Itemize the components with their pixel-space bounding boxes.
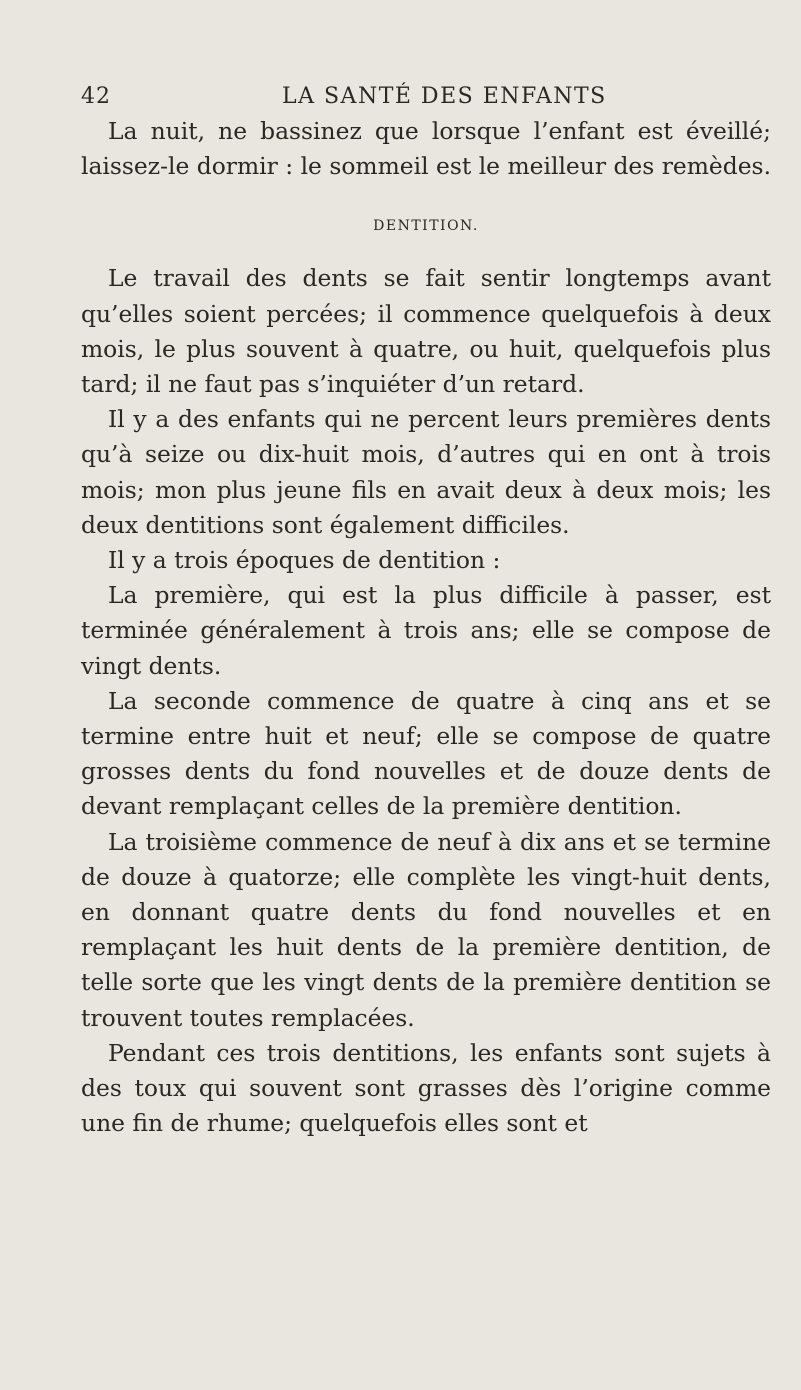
- paragraph: La seconde commence de quatre à cinq ans et se termine entre huit et neuf; elle se compose de quatre grosses dents du fond nouvelles et de douze dents de devant remplaçant celles de la première dentition.: [81, 686, 771, 821]
- body-text: [81, 114, 771, 1141]
- paragraph: Pendant ces trois dentitions, les enfants sont sujets à des toux qui souvent sont grasses dès l’origine comme une fin de rhume; quelquefois elles sont et: [81, 1038, 771, 1138]
- running-title: LA SANTÉ DES ENFANTS: [282, 84, 607, 109]
- paragraph: Le travail des dents se fait sentir longtemps avant qu’elles soient percées; il commence quelquefois à deux mois, le plus souvent à quatre, ou huit, quelquefois plus tard; il ne faut pas s’inquiéter d’un retard.: [81, 264, 771, 399]
- paragraph: Il y a trois époques de dentition :: [108, 546, 501, 575]
- paragraph: La nuit, ne bassinez que lorsque l’enfant est éveillé; laissez-le dormir : le sommeil est le meilleur des remèdes.: [81, 117, 772, 181]
- section-heading: DENTITION.: [373, 218, 479, 235]
- running-header: [81, 70, 771, 110]
- paragraph: La troisième commence de neuf à dix ans et se termine de douze à quatorze; elle complète les vingt-huit dents, en donnant quatre dents du fond nouvelles et en remplaçant les huit dents de la première dentition, de telle sorte que les vingt dents de la première dentition se trouvent toutes remplacées.: [81, 827, 771, 1032]
- paragraph: La première, qui est la plus difficile à passer, est terminée généralement à trois ans; elle se compose de vingt dents.: [81, 581, 771, 680]
- page-number: 42: [81, 84, 111, 109]
- paragraph: Il y a des enfants qui ne percent leurs premières dents qu’à seize ou dix-huit mois, d’autres qui en ont à trois mois; mon plus jeune fils en avait deux à deux mois; les deux dentitions sont également difficiles.: [81, 405, 771, 539]
